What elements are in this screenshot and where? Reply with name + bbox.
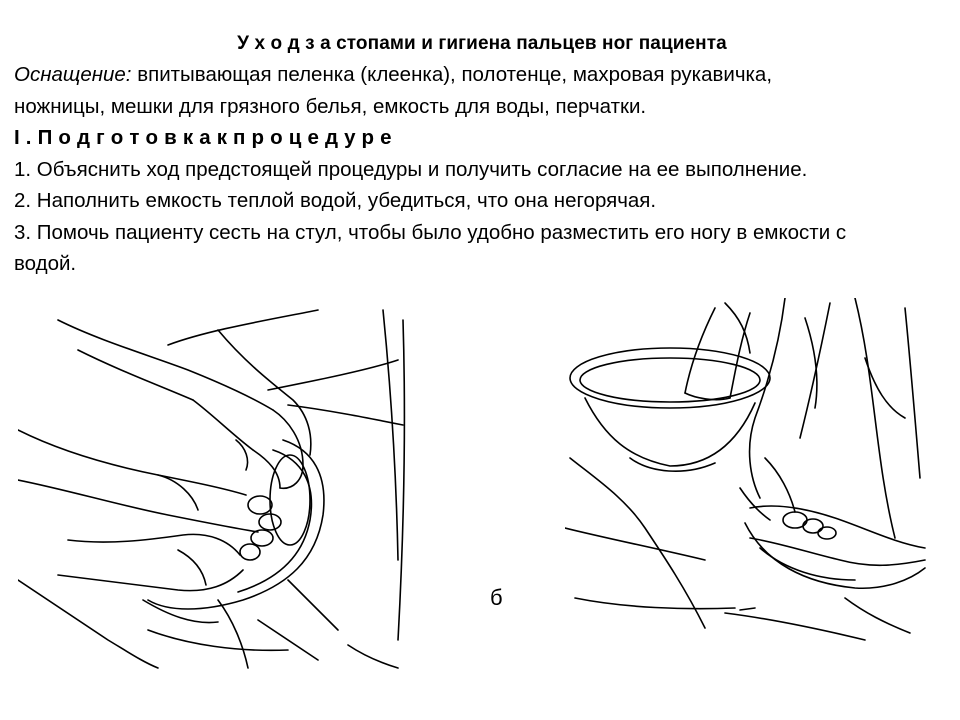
- foot-drying-drawing: [565, 298, 930, 643]
- equipment-label: Оснащение:: [14, 63, 132, 86]
- illustration-foot-drying: [565, 298, 930, 643]
- foot-washing-drawing: [18, 300, 408, 670]
- illustration-foot-washing: [18, 300, 408, 670]
- figure-label-b: б: [490, 585, 503, 610]
- page-title: У х о д з а стопами и гигиена пальцев ног пациента: [237, 33, 727, 54]
- step-2: 2. Наполнить емкость теплой водой, убедиться, что она негорячая.: [14, 189, 657, 212]
- step-1: 1. Объяснить ход предстоящей процедуры и получить согласие на ее выполнение.: [14, 157, 808, 181]
- equipment-line-2: ножницы, мешки для грязного белья, емкость для воды, перчатки.: [14, 94, 647, 118]
- equipment-text-1: впитывающая пеленка (клеенка), полотенце, махровая рукавичка,: [131, 63, 773, 86]
- section-heading: I . П о д г о т о в к а к п р о ц е д у р е: [14, 126, 392, 149]
- equipment-line-1: [14, 59, 950, 91]
- step-3: 3. Помочь пациенту сесть на стул, чтобы было удобно разместить его ногу в емкости с водой.: [14, 220, 847, 275]
- document-text: [14, 28, 950, 280]
